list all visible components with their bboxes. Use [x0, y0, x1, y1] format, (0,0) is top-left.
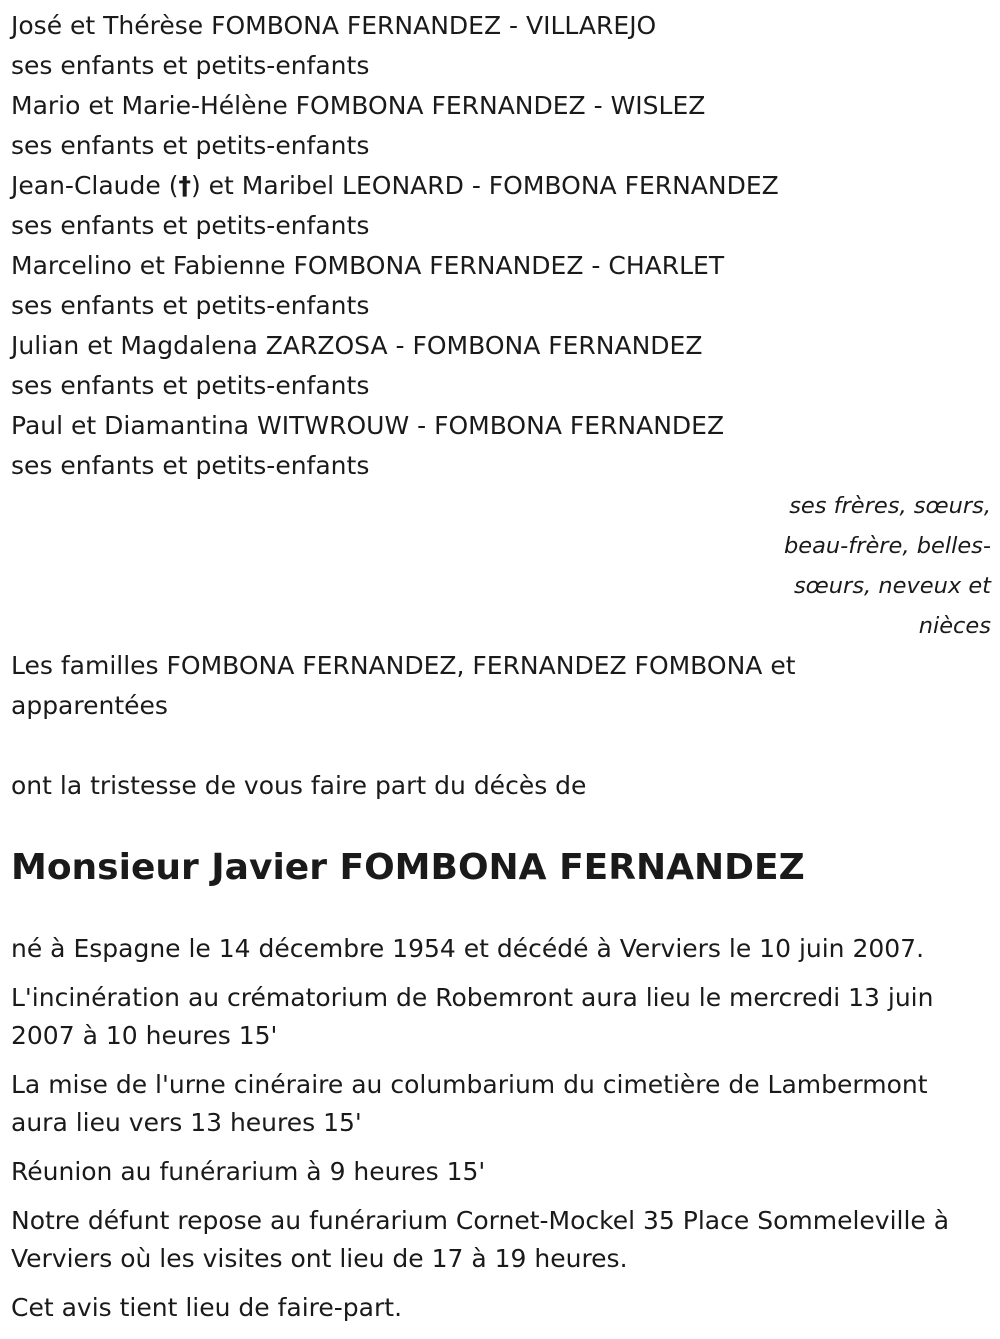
family-line: Mario et Marie-Hélène FOMBONA FERNANDEZ - WISLEZ [11, 91, 706, 120]
family-line: José et Thérèse FOMBONA FERNANDEZ - VILLAREJO [11, 11, 657, 40]
notice-paragraph: Cet avis tient lieu de faire-part. [11, 1293, 403, 1322]
family-line-suffix: ) et Maribel LEONARD - FOMBONA FERNANDEZ [190, 171, 779, 200]
relatives-line: sœurs, neveux et [793, 573, 991, 599]
viewing-paragraph: Notre défunt repose au funérarium Cornet-Mockel 35 Place Sommeleville à Verviers où les visites ont lieu de 17 à 19 heures. [11, 1206, 950, 1273]
cremation-paragraph: L'incinération au crématorium de Robemront aura lieu le mercredi 13 juin 2007 à 10 heures 15' [11, 983, 934, 1050]
family-line: ses enfants et petits-enfants [11, 451, 370, 480]
relatives-line: nièces [918, 613, 991, 639]
intro-text: ont la tristesse de vous faire part du décès de [11, 771, 587, 800]
relatives-line: ses frères, sœurs, [789, 493, 991, 519]
family-line: ses enfants et petits-enfants [11, 211, 370, 240]
family-line: Julian et Magdalena ZARZOSA - FOMBONA FERNANDEZ [11, 331, 703, 360]
family-line: Paul et Diamantina WITWROUW - FOMBONA FERNANDEZ [11, 411, 725, 440]
deceased-name: Monsieur Javier FOMBONA FERNANDEZ [11, 847, 805, 888]
family-line: ses enfants et petits-enfants [11, 291, 370, 320]
family-line: ses enfants et petits-enfants [11, 371, 370, 400]
urn-paragraph: La mise de l'urne cinéraire au columbarium du cimetière de Lambermont aura lieu vers 13 heures 15' [11, 1070, 928, 1137]
relatives-note [11, 486, 991, 646]
obituary-notice [11, 6, 991, 1327]
family-list [11, 6, 991, 486]
family-line: Marcelino et Fabienne FOMBONA FERNANDEZ - CHARLET [11, 251, 725, 280]
family-line-jean-claude [11, 166, 991, 206]
birth-death-paragraph: né à Espagne le 14 décembre 1954 et décédé à Verviers le 10 juin 2007. [11, 934, 925, 963]
cross-icon: † [178, 171, 191, 200]
family-line-prefix: Jean-Claude ( [11, 171, 179, 200]
meeting-paragraph: Réunion au funérarium à 9 heures 15' [11, 1157, 486, 1186]
family-line: ses enfants et petits-enfants [11, 131, 370, 160]
families-line: Les familles FOMBONA FERNANDEZ, FERNANDEZ FOMBONA et apparentées [11, 651, 796, 720]
relatives-line: beau-frère, belles- [783, 533, 991, 559]
family-line: ses enfants et petits-enfants [11, 51, 370, 80]
